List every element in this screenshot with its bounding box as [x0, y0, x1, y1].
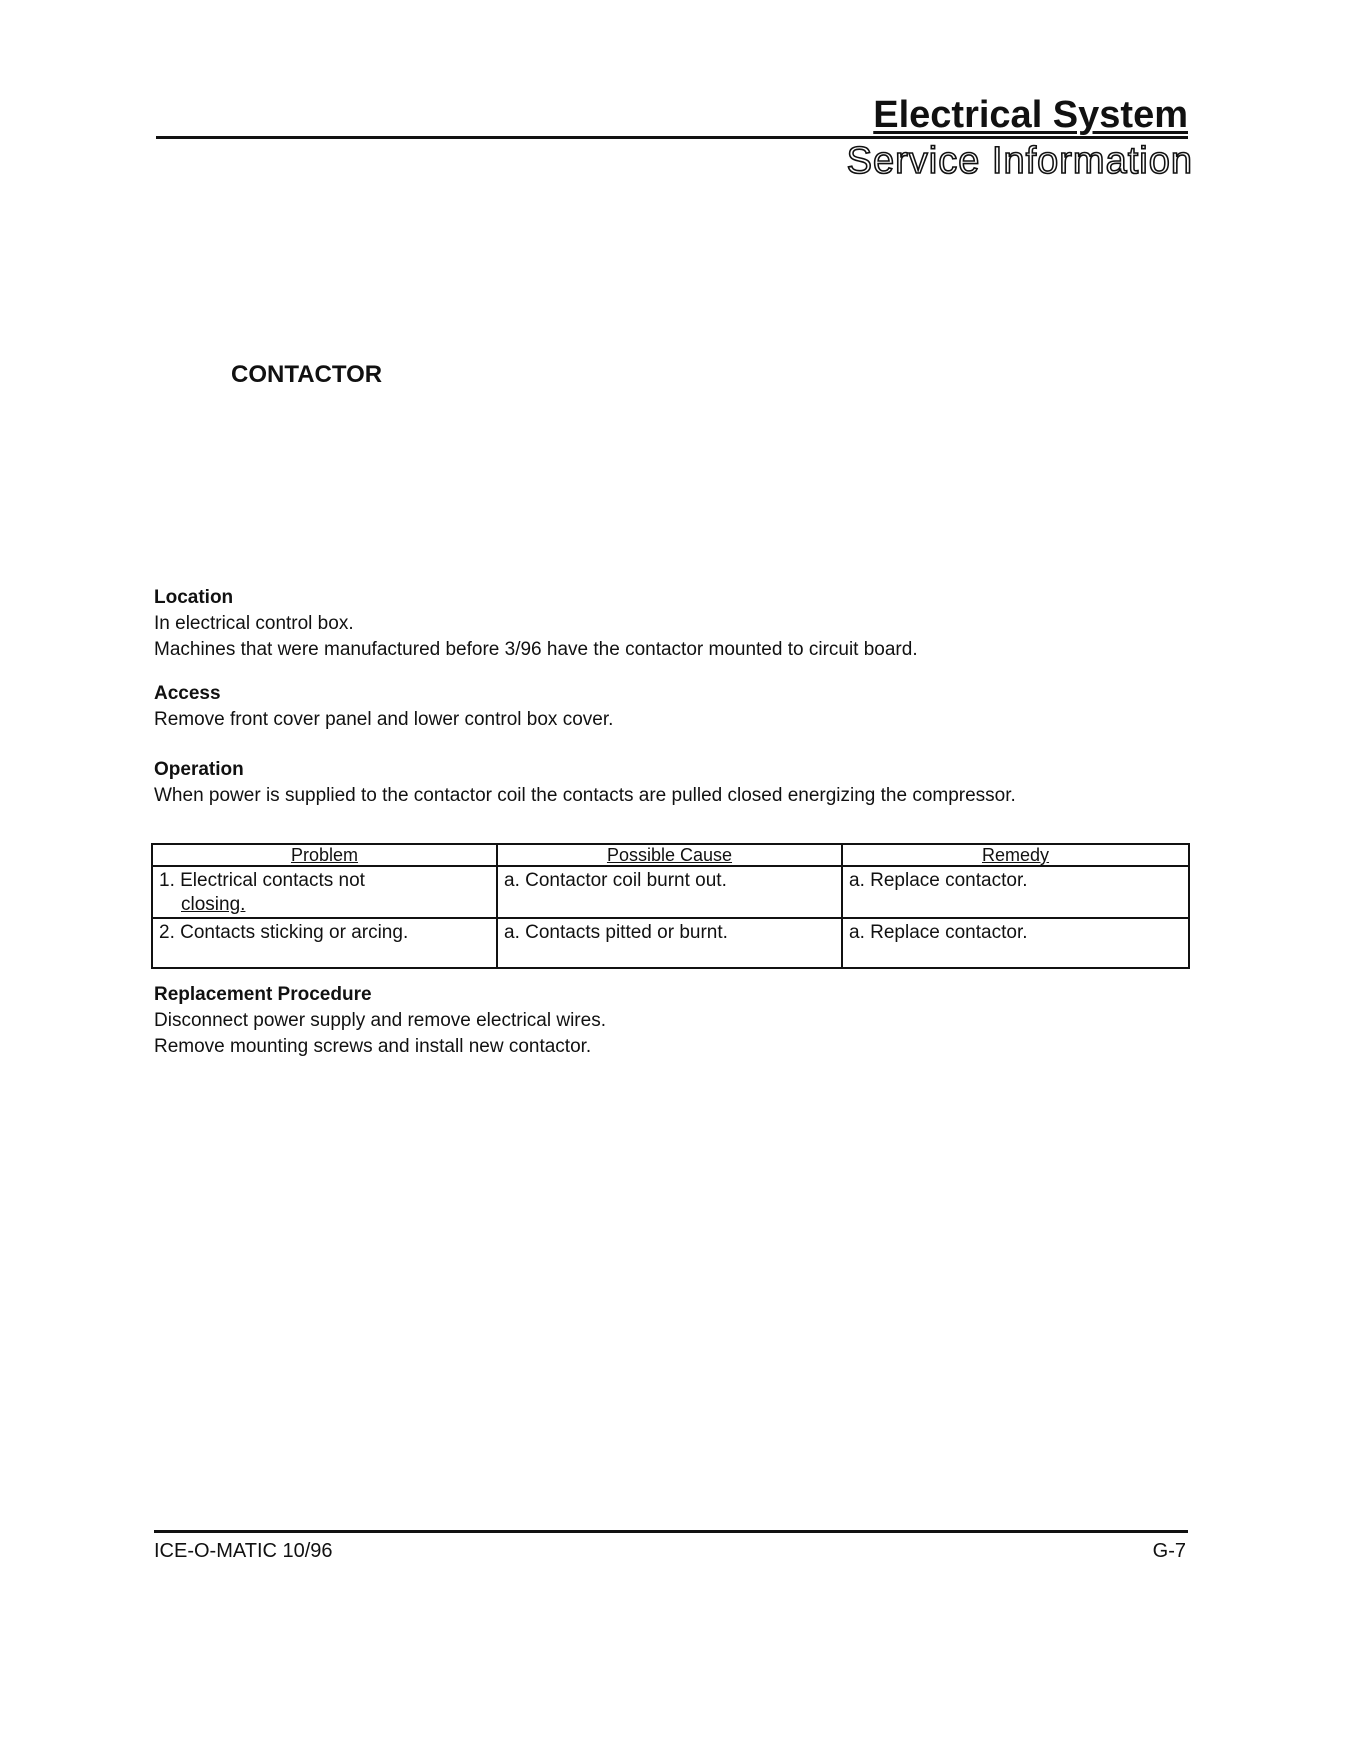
column-header-problem: Problem: [152, 844, 497, 866]
header-title: Electrical System: [873, 94, 1188, 136]
column-header-cause: Possible Cause: [497, 844, 842, 866]
problem-cell: [152, 866, 497, 918]
access-heading: Access: [154, 683, 221, 704]
location-line: In electrical control box.: [154, 613, 354, 634]
operation-section: [154, 757, 1016, 809]
page-number: G-7: [1152, 1540, 1186, 1562]
table-row: [152, 918, 1189, 968]
cause-cell: a. Contactor coil burnt out.: [497, 866, 842, 918]
remedy-cell: a. Replace contactor.: [842, 866, 1189, 918]
location-section: [154, 585, 918, 663]
problem-text: 1. Electrical contacts not: [159, 870, 365, 891]
location-line: Machines that were manufactured before 3/96 have the contactor mounted to circuit board.: [154, 639, 918, 660]
problem-text: 2. Contacts sticking or arcing.: [159, 922, 409, 943]
header-subtitle: Service Information: [846, 140, 1193, 182]
table-row: [152, 866, 1189, 918]
replacement-section: [154, 982, 606, 1060]
location-heading: Location: [154, 587, 234, 608]
access-line: Remove front cover panel and lower control box cover.: [154, 709, 614, 730]
replacement-line: Disconnect power supply and remove electrical wires.: [154, 1010, 606, 1031]
operation-line: When power is supplied to the contactor coil the contacts are pulled closed energizing the compressor.: [154, 785, 1016, 806]
header-divider: [156, 136, 1188, 139]
table-header-row: [152, 844, 1189, 866]
access-section: [154, 681, 613, 733]
replacement-line: Remove mounting screws and install new contactor.: [154, 1036, 592, 1057]
replacement-heading: Replacement Procedure: [154, 984, 372, 1005]
section-title: CONTACTOR: [231, 361, 383, 388]
cause-cell: a. Contacts pitted or burnt.: [497, 918, 842, 968]
remedy-cell: a. Replace contactor.: [842, 918, 1189, 968]
troubleshooting-table: [151, 843, 1190, 969]
operation-heading: Operation: [154, 759, 244, 780]
problem-text-continued: closing.: [181, 894, 246, 915]
column-header-remedy: Remedy: [842, 844, 1189, 866]
footer-publisher: ICE-O-MATIC 10/96: [154, 1540, 333, 1562]
problem-cell: [152, 918, 497, 968]
footer-divider: [154, 1530, 1188, 1533]
